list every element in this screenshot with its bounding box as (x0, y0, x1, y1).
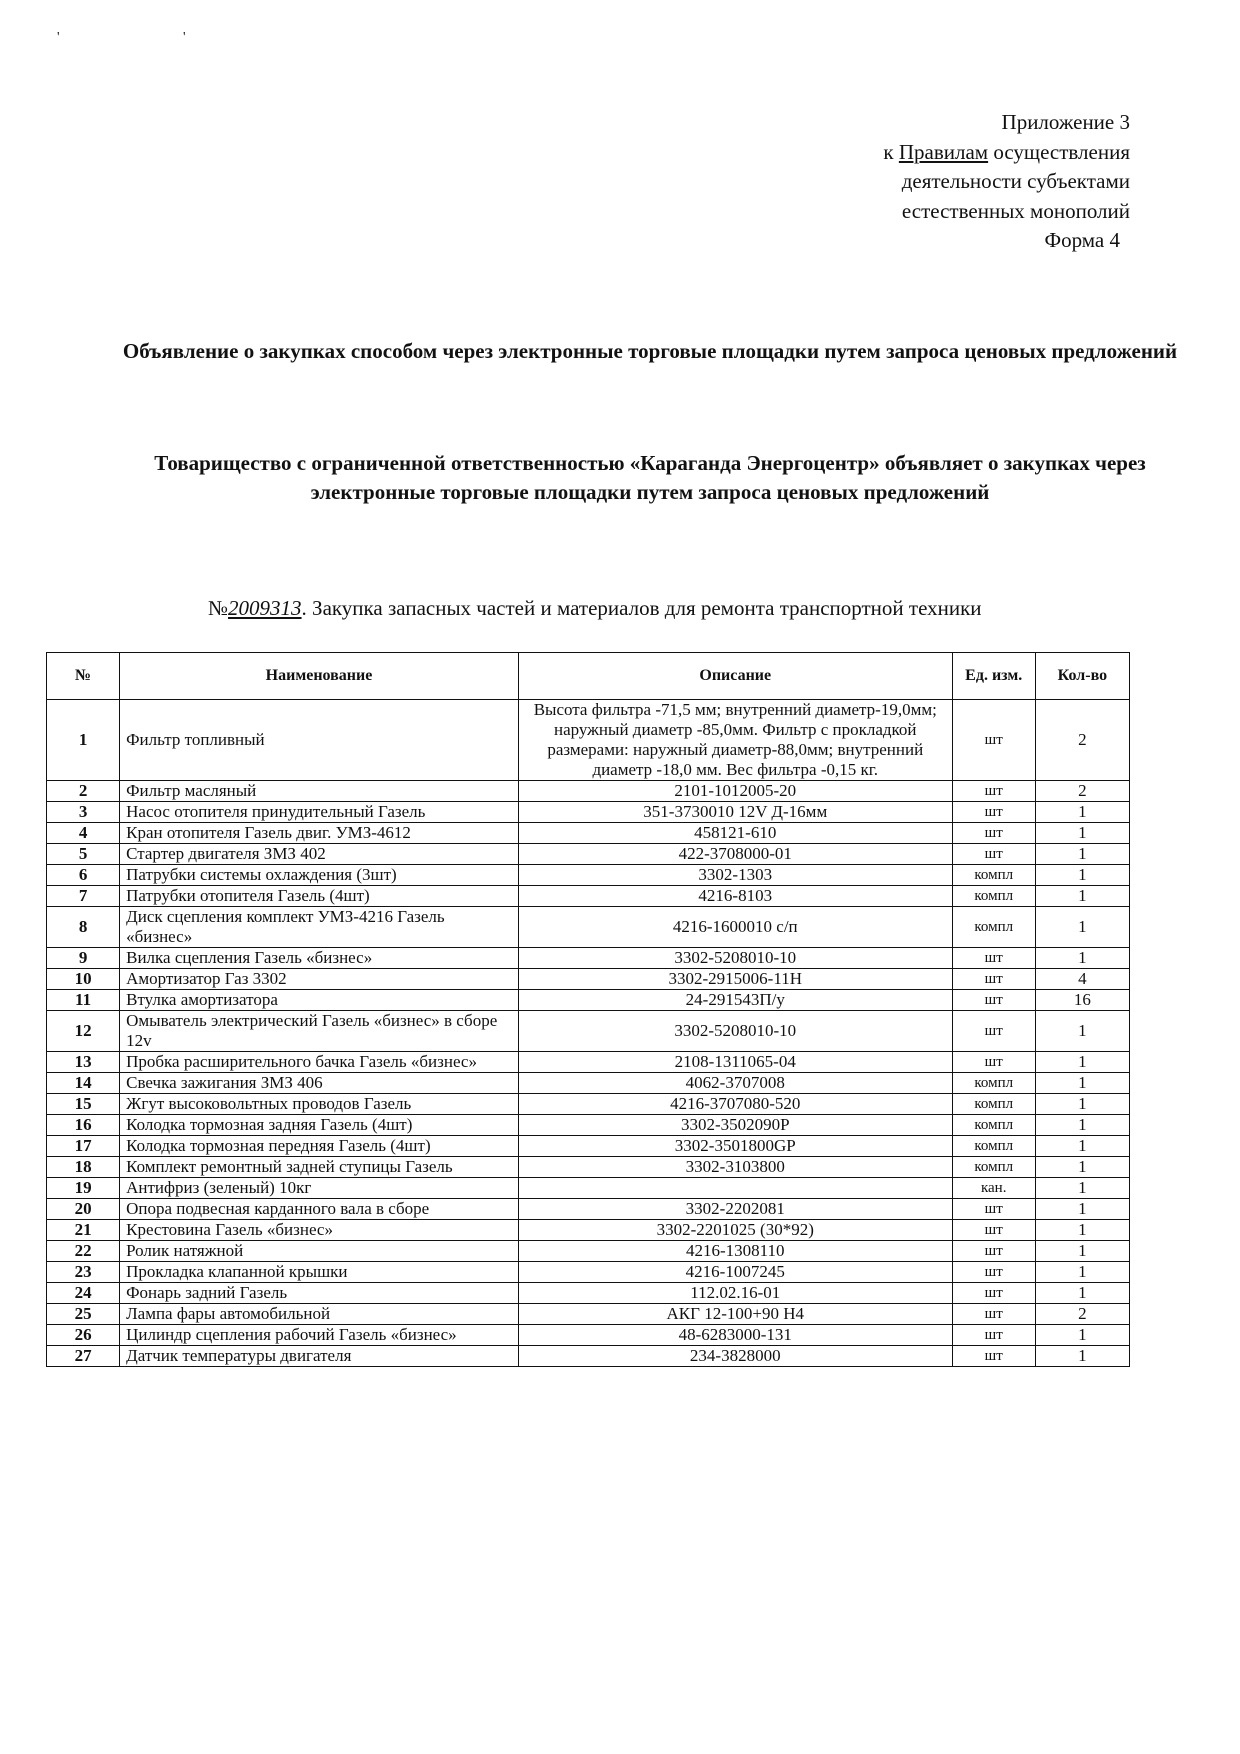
item-quantity: 4 (1035, 969, 1129, 990)
item-name: Прокладка клапанной крышки (120, 1262, 519, 1283)
item-quantity: 1 (1035, 1178, 1129, 1199)
row-number: 18 (47, 1157, 120, 1178)
item-unit: шт (952, 1325, 1035, 1346)
table-row (47, 1136, 1130, 1157)
row-number: 9 (47, 948, 120, 969)
item-name: Насос отопителя принудительный Газель (120, 802, 519, 823)
item-description: Высота фильтра -71,5 мм; внутренний диаметр-19,0мм; наружный диаметр -85,0мм. Фильтр с прокладкой размерами: наружный диаметр-88,0мм; внутренний диаметр -18,0 мм. Вес фильтра -0,15 кг. (518, 700, 952, 781)
item-quantity: 1 (1035, 823, 1129, 844)
table-row (47, 1325, 1130, 1346)
item-quantity: 1 (1035, 1073, 1129, 1094)
item-name: Фильтр топливный (120, 700, 519, 781)
lot-prefix: № (208, 596, 229, 620)
table-row (47, 1052, 1130, 1073)
item-quantity: 16 (1035, 990, 1129, 1011)
appendix-to: к (883, 139, 894, 164)
row-number: 12 (47, 1011, 120, 1052)
item-unit: шт (952, 1346, 1035, 1367)
item-name: Антифриз (зеленый) 10кг (120, 1178, 519, 1199)
item-quantity: 1 (1035, 1094, 1129, 1115)
row-number: 23 (47, 1262, 120, 1283)
item-quantity: 1 (1035, 1011, 1129, 1052)
item-description: 3302-5208010-10 (518, 1011, 952, 1052)
item-name: Кран отопителя Газель двиг. УМЗ-4612 (120, 823, 519, 844)
item-unit: шт (952, 1220, 1035, 1241)
item-name: Колодка тормозная задняя Газель (4шт) (120, 1115, 519, 1136)
item-unit: шт (952, 990, 1035, 1011)
item-description (518, 1178, 952, 1199)
items-table (46, 652, 1130, 1367)
appendix-implementation: осуществления (993, 139, 1130, 164)
row-number: 17 (47, 1136, 120, 1157)
item-unit: шт (952, 700, 1035, 781)
item-unit: шт (952, 823, 1035, 844)
table-row (47, 990, 1130, 1011)
corner-marks: ' ' (57, 30, 246, 45)
item-unit: шт (952, 1052, 1035, 1073)
row-number: 27 (47, 1346, 120, 1367)
rules-link: Правилам (898, 139, 989, 164)
item-description: 458121-610 (518, 823, 952, 844)
item-description: 351-3730010 12V Д-16мм (518, 802, 952, 823)
item-description: 234-3828000 (518, 1346, 952, 1367)
row-number: 15 (47, 1094, 120, 1115)
form-number: Форма 4 (1044, 228, 1120, 252)
table-row (47, 700, 1130, 781)
row-number: 6 (47, 865, 120, 886)
row-number: 16 (47, 1115, 120, 1136)
item-unit: шт (952, 1241, 1035, 1262)
item-unit: шт (952, 1262, 1035, 1283)
item-name: Жгут высоковольтных проводов Газель (120, 1094, 519, 1115)
item-name: Амортизатор Газ 3302 (120, 969, 519, 990)
item-name: Датчик температуры двигателя (120, 1346, 519, 1367)
table-row (47, 802, 1130, 823)
item-name: Омыватель электрический Газель «бизнес» в сборе 12v (120, 1011, 519, 1052)
item-description: 2108-1311065-04 (518, 1052, 952, 1073)
item-description: 3302-5208010-10 (518, 948, 952, 969)
item-name: Комплект ремонтный задней ступицы Газель (120, 1157, 519, 1178)
appendix-line: естественных монополий (901, 198, 1130, 223)
table-row (47, 1241, 1130, 1262)
table-row (47, 1073, 1130, 1094)
item-unit: шт (952, 1283, 1035, 1304)
item-unit: шт (952, 969, 1035, 990)
appendix-line (883, 138, 1130, 168)
table-row (47, 865, 1130, 886)
item-unit: компл (952, 1115, 1035, 1136)
item-quantity: 1 (1035, 1346, 1129, 1367)
item-name: Цилиндр сцепления рабочий Газель «бизнес» (120, 1325, 519, 1346)
item-name: Крестовина Газель «бизнес» (120, 1220, 519, 1241)
row-number: 2 (47, 781, 120, 802)
item-quantity: 1 (1035, 1115, 1129, 1136)
item-unit: шт (952, 781, 1035, 802)
item-description: 3302-3502090Р (518, 1115, 952, 1136)
item-description: 3302-2202081 (518, 1199, 952, 1220)
table-header-row (47, 653, 1130, 700)
item-name: Лампа фары автомобильной (120, 1304, 519, 1325)
item-unit: шт (952, 1304, 1035, 1325)
item-quantity: 2 (1035, 1304, 1129, 1325)
item-description: 3302-3103800 (518, 1157, 952, 1178)
table-row (47, 948, 1130, 969)
item-description: 112.02.16-01 (518, 1283, 952, 1304)
item-unit: кан. (952, 1178, 1035, 1199)
table-row (47, 1262, 1130, 1283)
item-quantity: 2 (1035, 781, 1129, 802)
item-quantity: 1 (1035, 1157, 1129, 1178)
item-description: 4216-8103 (518, 886, 952, 907)
item-unit: компл (952, 1136, 1035, 1157)
item-unit: компл (952, 1094, 1035, 1115)
item-quantity: 1 (1035, 1325, 1129, 1346)
table-row (47, 1346, 1130, 1367)
table-row (47, 1094, 1130, 1115)
item-quantity: 1 (1035, 1262, 1129, 1283)
item-description: 4216-1308110 (518, 1241, 952, 1262)
row-number: 24 (47, 1283, 120, 1304)
item-description: 3302-2915006-11Н (518, 969, 952, 990)
row-number: 20 (47, 1199, 120, 1220)
item-quantity: 1 (1035, 907, 1129, 948)
item-description: 422-3708000-01 (518, 844, 952, 865)
lot-description: . Закупка запасных частей и материалов для ремонта транспортной техники (301, 596, 982, 620)
lot-number: 2009313 (228, 596, 302, 620)
item-name: Фильтр масляный (120, 781, 519, 802)
row-number: 1 (47, 700, 120, 781)
table-row (47, 844, 1130, 865)
row-number: 25 (47, 1304, 120, 1325)
item-quantity: 1 (1035, 1283, 1129, 1304)
table-row (47, 886, 1130, 907)
item-quantity: 1 (1035, 844, 1129, 865)
item-unit: шт (952, 1199, 1035, 1220)
item-quantity: 1 (1035, 886, 1129, 907)
item-description: 3302-2201025 (30*92) (518, 1220, 952, 1241)
table-row (47, 1178, 1130, 1199)
header-unit: Ед. изм. (952, 653, 1035, 700)
appendix-line: деятельности субъектами (901, 169, 1130, 193)
lot-line (208, 593, 982, 623)
table-row (47, 1304, 1130, 1325)
item-description: 3302-3501800GP (518, 1136, 952, 1157)
header-no: № (47, 653, 120, 700)
item-name: Колодка тормозная передняя Газель (4шт) (120, 1136, 519, 1157)
table-row (47, 1283, 1130, 1304)
item-name: Ролик натяжной (120, 1241, 519, 1262)
item-name: Патрубки системы охлаждения (3шт) (120, 865, 519, 886)
item-description: 3302-1303 (518, 865, 952, 886)
item-name: Свечка зажигания ЗМЗ 406 (120, 1073, 519, 1094)
item-name: Патрубки отопителя Газель (4шт) (120, 886, 519, 907)
item-unit: компл (952, 865, 1035, 886)
item-name: Вилка сцепления Газель «бизнес» (120, 948, 519, 969)
table-row (47, 781, 1130, 802)
table-row (47, 1011, 1130, 1052)
row-number: 3 (47, 802, 120, 823)
document-title: Объявление о закупках способом через электронные торговые площадки путем запроса ценовых предложений (122, 339, 1178, 363)
item-name: Пробка расширительного бачка Газель «бизнес» (120, 1052, 519, 1073)
item-name: Втулка амортизатора (120, 990, 519, 1011)
table-row (47, 1199, 1130, 1220)
item-quantity: 1 (1035, 1136, 1129, 1157)
row-number: 22 (47, 1241, 120, 1262)
row-number: 13 (47, 1052, 120, 1073)
item-quantity: 1 (1035, 1220, 1129, 1241)
row-number: 11 (47, 990, 120, 1011)
table-row (47, 823, 1130, 844)
item-unit: шт (952, 844, 1035, 865)
item-name: Диск сцепления комплект УМЗ-4216 Газель «бизнес» (120, 907, 519, 948)
item-unit: шт (952, 948, 1035, 969)
item-quantity: 1 (1035, 1241, 1129, 1262)
header-desc: Описание (518, 653, 952, 700)
row-number: 4 (47, 823, 120, 844)
item-description: 4216-1600010 с/п (518, 907, 952, 948)
item-description: АКГ 12-100+90 Н4 (518, 1304, 952, 1325)
header-name: Наименование (120, 653, 519, 700)
item-description: 4216-3707080-520 (518, 1094, 952, 1115)
row-number: 19 (47, 1178, 120, 1199)
table-row (47, 969, 1130, 990)
row-number: 5 (47, 844, 120, 865)
item-name: Опора подвесная карданного вала в сборе (120, 1199, 519, 1220)
row-number: 26 (47, 1325, 120, 1346)
item-unit: компл (952, 886, 1035, 907)
appendix-line: Приложение 3 (1001, 110, 1130, 134)
item-quantity: 1 (1035, 865, 1129, 886)
item-unit: компл (952, 1073, 1035, 1094)
item-description: 24-291543П/у (518, 990, 952, 1011)
item-quantity: 1 (1035, 802, 1129, 823)
item-quantity: 1 (1035, 1199, 1129, 1220)
row-number: 10 (47, 969, 120, 990)
row-number: 21 (47, 1220, 120, 1241)
item-quantity: 1 (1035, 948, 1129, 969)
item-description: 4216-1007245 (518, 1262, 952, 1283)
item-quantity: 1 (1035, 1052, 1129, 1073)
item-unit: компл (952, 1157, 1035, 1178)
table-row (47, 1115, 1130, 1136)
table-body (47, 700, 1130, 1367)
item-unit: шт (952, 1011, 1035, 1052)
table-row (47, 1157, 1130, 1178)
row-number: 14 (47, 1073, 120, 1094)
item-description: 48-6283000-131 (518, 1325, 952, 1346)
item-name: Стартер двигателя ЗМЗ 402 (120, 844, 519, 865)
table-row (47, 1220, 1130, 1241)
item-name: Фонарь задний Газель (120, 1283, 519, 1304)
table-row (47, 907, 1130, 948)
item-unit: компл (952, 907, 1035, 948)
item-unit: шт (952, 802, 1035, 823)
item-description: 2101-1012005-20 (518, 781, 952, 802)
row-number: 8 (47, 907, 120, 948)
item-quantity: 2 (1035, 700, 1129, 781)
announcement-text: Товарищество с ограниченной ответственностью «Караганда Энергоцентр» объявляет о закупках через электронные торговые площадки путем запроса ценовых предложений (154, 451, 1146, 504)
appendix-block (883, 108, 1130, 256)
header-qty: Кол-во (1035, 653, 1129, 700)
row-number: 7 (47, 886, 120, 907)
item-description: 4062-3707008 (518, 1073, 952, 1094)
